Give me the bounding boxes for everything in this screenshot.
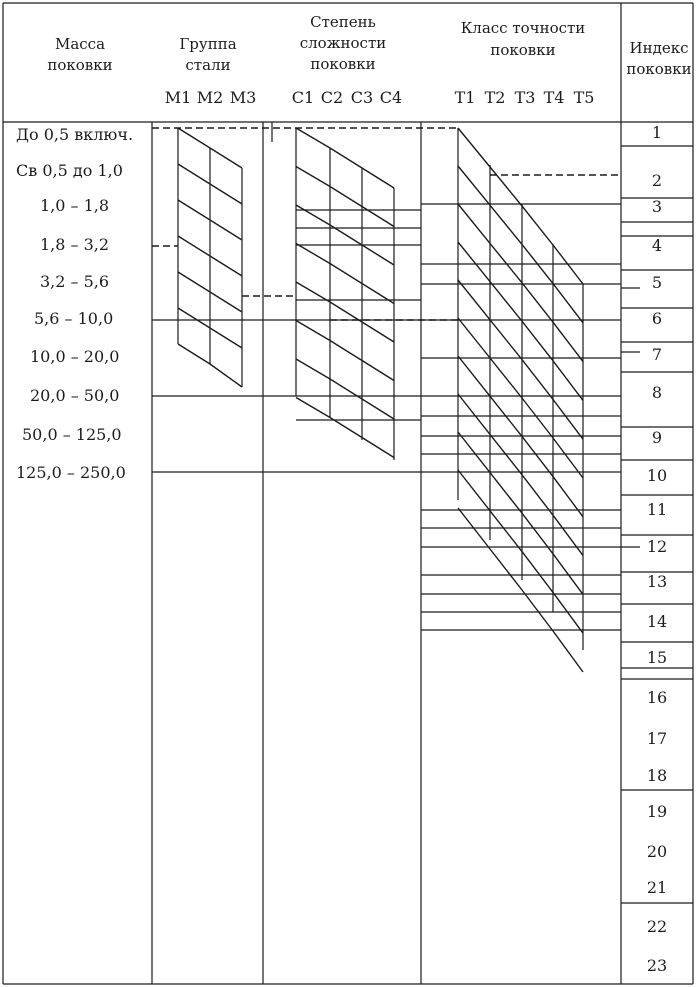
header-steel-group-line1: Группа xyxy=(179,35,237,53)
complexity-diagonal xyxy=(296,244,394,304)
accuracy-t2-label: Т2 xyxy=(484,88,506,107)
index-label: 22 xyxy=(646,917,668,936)
index-label: 21 xyxy=(646,878,668,897)
complexity-diagonal xyxy=(296,359,394,419)
complexity-c2-label: С2 xyxy=(320,88,344,107)
mass-range-label: 20,0 – 50,0 xyxy=(30,386,120,405)
complexity-diagonal xyxy=(296,398,394,458)
mass-range-label: 5,6 – 10,0 xyxy=(34,309,114,328)
index-label: 10 xyxy=(646,466,668,485)
complexity-diagonal xyxy=(296,167,394,227)
mass-range-labels xyxy=(16,125,133,482)
index-label: 13 xyxy=(646,572,668,591)
index-label: 7 xyxy=(651,345,663,364)
complexity-c1-label: С1 xyxy=(291,88,315,107)
header-index-line1: Индекс xyxy=(629,39,689,57)
mass-range-label: 50,0 – 125,0 xyxy=(22,425,122,444)
header-complexity-line1: Степень xyxy=(310,13,376,31)
complexity-c3-label: С3 xyxy=(350,88,374,107)
accuracy-diagonal xyxy=(458,470,583,633)
index-label: 4 xyxy=(651,236,663,255)
mass-range-label: До 0,5 включ. xyxy=(16,125,134,144)
accuracy-diagonal xyxy=(458,204,583,362)
mass-range-label: Св 0,5 до 1,0 xyxy=(16,161,123,180)
accuracy-diagonal xyxy=(458,128,583,284)
index-label: 23 xyxy=(646,956,668,975)
index-label: 20 xyxy=(646,842,668,861)
complexity-diagonal xyxy=(296,282,394,342)
accuracy-diagonal xyxy=(458,280,583,439)
header-complexity-line2: сложности xyxy=(299,34,387,52)
header-mass-line1: Масса xyxy=(54,35,106,53)
accuracy-diagonal xyxy=(458,508,583,672)
accuracy-t5-label: Т5 xyxy=(573,88,595,107)
index-label: 11 xyxy=(646,500,668,519)
accuracy-t4-label: Т4 xyxy=(543,88,565,107)
steel-group-m3-label: М3 xyxy=(229,88,257,107)
index-label: 19 xyxy=(646,802,668,821)
index-label: 2 xyxy=(651,171,663,190)
index-label: 3 xyxy=(651,197,663,216)
mass-range-label: 125,0 – 250,0 xyxy=(16,463,126,482)
complexity-c4-label: С4 xyxy=(379,88,403,107)
dashed-example-path xyxy=(152,128,621,320)
header-mass-line2: поковки xyxy=(47,56,113,74)
mass-range-label: 1,0 – 1,8 xyxy=(40,196,110,215)
index-label: 8 xyxy=(651,383,663,402)
grid-lines xyxy=(3,3,693,984)
steel-group-m1-label: М1 xyxy=(164,88,192,107)
complexity-diagonal xyxy=(296,128,394,188)
complexity-diagonal xyxy=(296,321,394,381)
header-index-line2: поковки xyxy=(626,60,692,78)
index-label: 9 xyxy=(651,428,663,447)
mass-range-label: 1,8 – 3,2 xyxy=(40,235,110,254)
index-label: 1 xyxy=(651,123,663,142)
header xyxy=(47,13,691,107)
complexity-diagonal xyxy=(296,205,394,265)
steel-group-m2-label: М2 xyxy=(196,88,224,107)
index-label: 14 xyxy=(646,612,668,631)
accuracy-t1-label: Т1 xyxy=(454,88,476,107)
index-label: 5 xyxy=(651,273,663,292)
index-label: 6 xyxy=(651,309,663,328)
index-label: 18 xyxy=(646,766,668,785)
header-steel-group-line2: стали xyxy=(185,56,231,74)
accuracy-diagonal xyxy=(458,242,583,400)
index-label: 16 xyxy=(646,688,668,707)
accuracy-diagonal xyxy=(458,166,583,323)
header-accuracy-line2: поковки xyxy=(490,41,556,59)
accuracy-diagonal xyxy=(458,432,583,594)
index-label: 15 xyxy=(646,648,668,667)
index-labels xyxy=(647,123,667,975)
accuracy-t3-label: Т3 xyxy=(514,88,536,107)
mass-range-label: 3,2 – 5,6 xyxy=(40,272,110,291)
mass-range-label: 10,0 – 20,0 xyxy=(30,347,120,366)
index-label: 17 xyxy=(646,729,668,748)
index-label: 12 xyxy=(646,537,668,556)
header-accuracy-line1: Класс точности xyxy=(460,19,586,37)
header-complexity-line3: поковки xyxy=(310,55,376,73)
